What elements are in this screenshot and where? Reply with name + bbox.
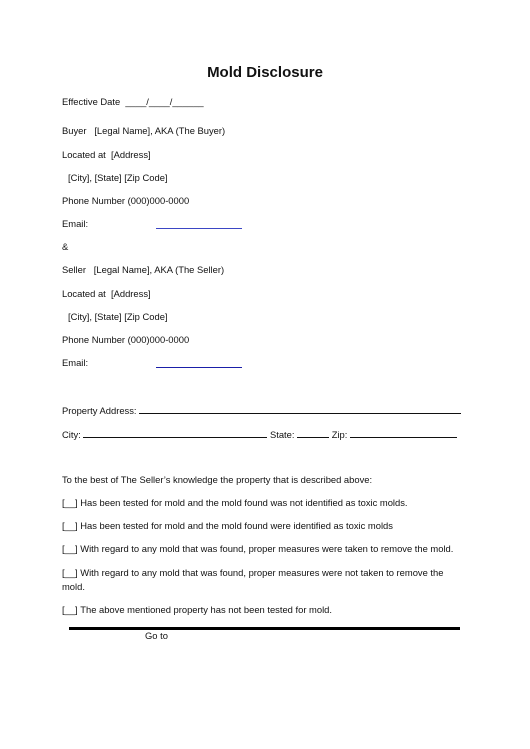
seller-located-label: Located at [62, 288, 106, 299]
option-measures-not-taken [62, 567, 443, 579]
buyer-located-label: Located at [62, 149, 106, 160]
buyer-city-state-zip: [City], [State] [Zip Code] [68, 172, 168, 183]
option-tested-toxic [62, 520, 393, 532]
disclosure-intro: To the best of The Seller’s knowledge the property that is described above: [62, 474, 373, 485]
property-state-field[interactable] [297, 428, 329, 438]
option-measures-not-taken-continuation: mold. [62, 581, 85, 592]
property-city-line [62, 428, 457, 441]
property-address-line [62, 404, 461, 417]
buyer-email-link[interactable] [156, 228, 242, 229]
buyer-email-label: Email: [62, 218, 89, 229]
option-text: With regard to any mold that was found, proper measures were not taken to remove the [80, 567, 444, 578]
property-city-label: City: [62, 429, 81, 440]
buyer-label: Buyer [62, 125, 87, 136]
seller-label: Seller [62, 264, 86, 275]
buyer-name: [Legal Name], AKA (The Buyer) [94, 125, 226, 136]
seller-city-state-zip: [City], [State] [Zip Code] [68, 311, 168, 322]
option-text: With regard to any mold that was found, proper measures were taken to remove the mold. [80, 543, 454, 554]
buyer-address: [Address] [111, 149, 151, 160]
goto-link[interactable]: Go to [145, 630, 168, 641]
option-not-tested [62, 604, 332, 616]
option-text: The above mentioned property has not been tested for mold. [80, 604, 332, 615]
property-address-label: Property Address: [62, 405, 137, 416]
property-state-label: State: [269, 429, 295, 440]
property-city-field[interactable] [83, 428, 267, 438]
buyer-name-line [62, 125, 225, 137]
seller-phone: Phone Number (000)000-0000 [62, 334, 190, 345]
option-text: Has been tested for mold and the mold found were identified as toxic molds [80, 520, 393, 531]
checkbox[interactable]: [__] [62, 543, 78, 554]
property-zip-label: Zip: [331, 429, 348, 440]
seller-address: [Address] [111, 288, 151, 299]
effective-date-line [62, 96, 204, 108]
seller-email-label: Email: [62, 357, 89, 368]
buyer-address-line [62, 149, 151, 161]
seller-name: [Legal Name], AKA (The Seller) [93, 264, 225, 275]
checkbox[interactable]: [__] [62, 567, 78, 578]
seller-name-line [62, 264, 224, 276]
footer-divider [69, 627, 460, 630]
seller-email-link[interactable] [156, 367, 242, 368]
option-text: Has been tested for mold and the mold found was not identified as toxic molds. [80, 497, 408, 508]
seller-address-line [62, 288, 151, 300]
option-tested-not-toxic [62, 497, 408, 509]
page-title: Mold Disclosure [207, 64, 323, 81]
ampersand: & [62, 241, 69, 252]
buyer-phone: Phone Number (000)000-0000 [62, 195, 190, 206]
checkbox[interactable]: [__] [62, 497, 78, 508]
effective-date-label: Effective Date [62, 96, 121, 107]
effective-date-blank: ____/____/______ [125, 96, 204, 107]
property-address-field[interactable] [139, 404, 461, 414]
option-measures-taken [62, 543, 453, 555]
property-zip-field[interactable] [350, 428, 457, 438]
checkbox[interactable]: [__] [62, 604, 78, 615]
checkbox[interactable]: [__] [62, 520, 78, 531]
